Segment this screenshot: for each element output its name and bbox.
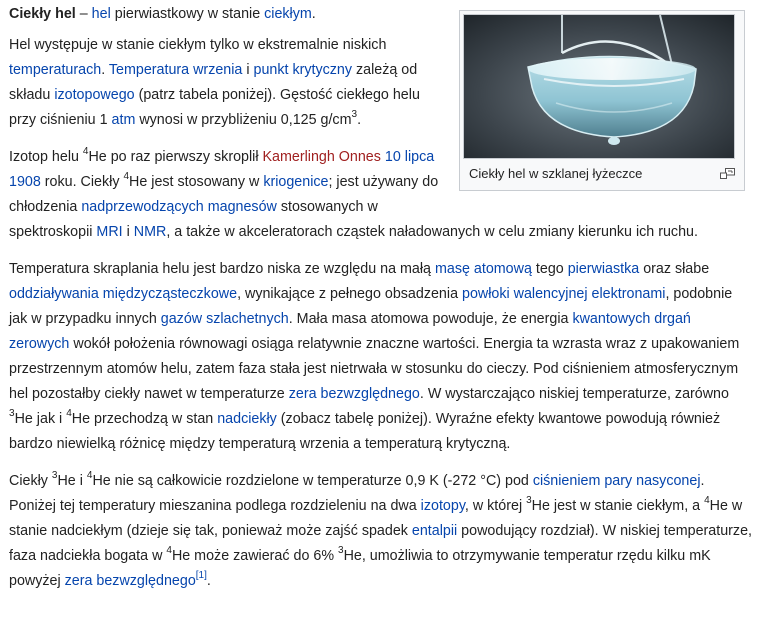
superscript: 3 xyxy=(526,495,532,507)
link-nmr[interactable]: NMR xyxy=(133,224,167,240)
superscript: 3 xyxy=(51,470,58,482)
text: roku. Ciekły xyxy=(40,174,124,190)
link-cisnieniem-pary[interactable]: ciśnieniem pary nasyconej xyxy=(532,473,701,489)
link-nadciekly[interactable]: nadciekły xyxy=(217,411,277,427)
text: zależą od składu xyxy=(9,62,418,103)
superscript: 4 xyxy=(86,470,93,482)
text: . Mała masa atomowa powoduje, że energia xyxy=(288,311,573,327)
link-izotopy[interactable]: izotopy xyxy=(420,498,465,514)
link-kamerlingh-onnes[interactable]: Kamerlingh Onnes xyxy=(262,149,381,165)
magnify-clip-icon[interactable] xyxy=(720,166,735,177)
link-temperatura-wrzenia[interactable]: Temperatura wrzenia xyxy=(108,62,243,78)
text: , a także w akceleratorach cząstek naładowanych w celu zmiany kierunku ich ruchu. xyxy=(166,224,698,240)
text: Izotop helu xyxy=(9,149,83,165)
text: tego xyxy=(531,261,568,277)
liquid-helium-spoon-image xyxy=(464,15,734,158)
text: ; jest używany do chłodzenia xyxy=(9,174,439,215)
link-powloki-walencyjnej[interactable]: powłoki walencyjnej elektronami xyxy=(462,286,666,302)
superscript: 3 xyxy=(338,545,344,557)
link-atm[interactable]: atm xyxy=(111,112,136,128)
thumbnail-image-link[interactable] xyxy=(463,14,735,159)
link-punkt-krytyczny[interactable]: punkt krytyczny xyxy=(253,62,353,78)
text: pierwiastkowy w stanie xyxy=(110,6,265,22)
link-mri[interactable]: MRI xyxy=(96,224,123,240)
text: He, umożliwia to otrzymywanie temperatur rzędu kilku mK powyżej xyxy=(9,548,711,589)
thumbnail-caption xyxy=(463,159,741,187)
superscript: 4 xyxy=(166,545,172,557)
article-term: Ciekły hel xyxy=(9,6,76,22)
text: , w której xyxy=(464,498,527,514)
text: wokół położenia równowagi osiąga relatywnie znaczne wartości. Energia ta wzrasta wraz z upakowaniem przestrzennym atomów helu, zatem faza stała jest nietrwała w stosunku do cieczy. Pod ciśnieniem atmosferycznym hel pozostałby ciekły nawet w temperaturze xyxy=(9,336,740,402)
text: He jest stosowany w xyxy=(129,174,264,190)
link-kriogenice[interactable]: kriogenice xyxy=(263,174,329,190)
text: . xyxy=(311,6,316,22)
link-nadprzewodzacych-magnesow[interactable]: nadprzewodzących magnesów xyxy=(81,199,277,215)
link-hel[interactable]: hel xyxy=(91,6,111,22)
link-date[interactable]: 10 lipca xyxy=(384,149,435,165)
paragraph-4 xyxy=(9,469,754,594)
text: He w stanie nadciekłym (dzieje się tak, ponieważ może zajść spadek xyxy=(9,498,743,539)
link-pierwiastka[interactable]: pierwiastka xyxy=(567,261,640,277)
text: He jak i xyxy=(14,411,67,427)
text: wynosi w przybliżeniu 0,125 g/cm xyxy=(135,112,352,128)
link-masa-atomowa[interactable]: masę atomową xyxy=(434,261,532,277)
text: He po raz pierwszy skroplił xyxy=(88,149,263,165)
text: . xyxy=(206,573,211,589)
text: stosowanych w spektroskopii xyxy=(9,199,378,240)
text: , wynikające z pełnego obsadzenia xyxy=(237,286,462,302)
text: He i xyxy=(57,473,87,489)
text: i xyxy=(122,224,134,240)
text: (zobacz tabelę poniżej). Wyraźne efekty kwantowe powodują również bardzo niewielką różnicę między temperaturą wrzenia a temperaturą krytyczną. xyxy=(9,411,721,452)
superscript: 3 xyxy=(351,109,358,121)
text: (patrz tabela poniżej). Gęstość ciekłego helu przy ciśnieniu 1 xyxy=(9,87,420,128)
thumbnail-box xyxy=(459,10,745,191)
link-gazow-szlachetnych[interactable]: gazów szlachetnych xyxy=(160,311,289,327)
text: . xyxy=(357,112,362,128)
text: He jest w stanie ciekłym, a xyxy=(531,498,705,514)
text: – xyxy=(75,6,92,22)
text: He nie są całkowicie rozdzielone w temperaturze 0,9 K (-272 °C) pod xyxy=(92,473,533,489)
text: . Poniżej tej temperatury mieszanina podlega rozdzieleniu na dwa xyxy=(9,473,705,514)
superscript: 4 xyxy=(704,495,710,507)
text: , podobnie jak w przypadku innych xyxy=(9,286,733,327)
link-year[interactable]: 1908 xyxy=(9,174,41,190)
superscript: 4 xyxy=(66,408,72,420)
link-kwantowych-drgan[interactable]: kwantowych drgań zerowych xyxy=(9,311,691,352)
link-temperaturach[interactable]: temperaturach xyxy=(9,62,102,78)
superscript: 3 xyxy=(9,408,15,420)
superscript: 4 xyxy=(123,171,130,183)
link-entalpii[interactable]: entalpii xyxy=(411,523,458,539)
text: . xyxy=(101,62,109,78)
link-ciekly[interactable]: ciekłym xyxy=(264,6,312,22)
text: Ciekły xyxy=(9,473,52,489)
link-oddzialywania[interactable]: oddziaływania międzycząsteczkowe xyxy=(9,286,238,302)
text: powodujący rozdział). W niskiej temperaturze, faza nadciekła bogata w xyxy=(9,523,752,564)
link-zera-bezwzglednego-2[interactable]: zera bezwzględnego xyxy=(64,573,196,589)
text: Temperatura skraplania helu jest bardzo niska ze względu na małą xyxy=(9,261,435,277)
link-zera-bezwzglednego[interactable]: zera bezwzględnego xyxy=(288,386,420,402)
link-izotopowego[interactable]: izotopowego xyxy=(54,87,135,103)
text: He przechodzą w stan xyxy=(71,411,218,427)
text: He może zawierać do 6% xyxy=(171,548,339,564)
reference-link[interactable]: [1] xyxy=(195,570,207,582)
text: . W wystarczająco niskiej temperaturze, zarówno xyxy=(419,386,729,402)
text: Hel występuje w stanie ciekłym tylko w ekstremalnie niskich xyxy=(9,37,387,53)
paragraph-3 xyxy=(9,257,754,457)
thumbnail-caption-text: Ciekły hel w szklanej łyżeczce xyxy=(469,166,643,181)
superscript: 4 xyxy=(82,146,89,158)
text: oraz słabe xyxy=(639,261,710,277)
text: i xyxy=(242,62,254,78)
